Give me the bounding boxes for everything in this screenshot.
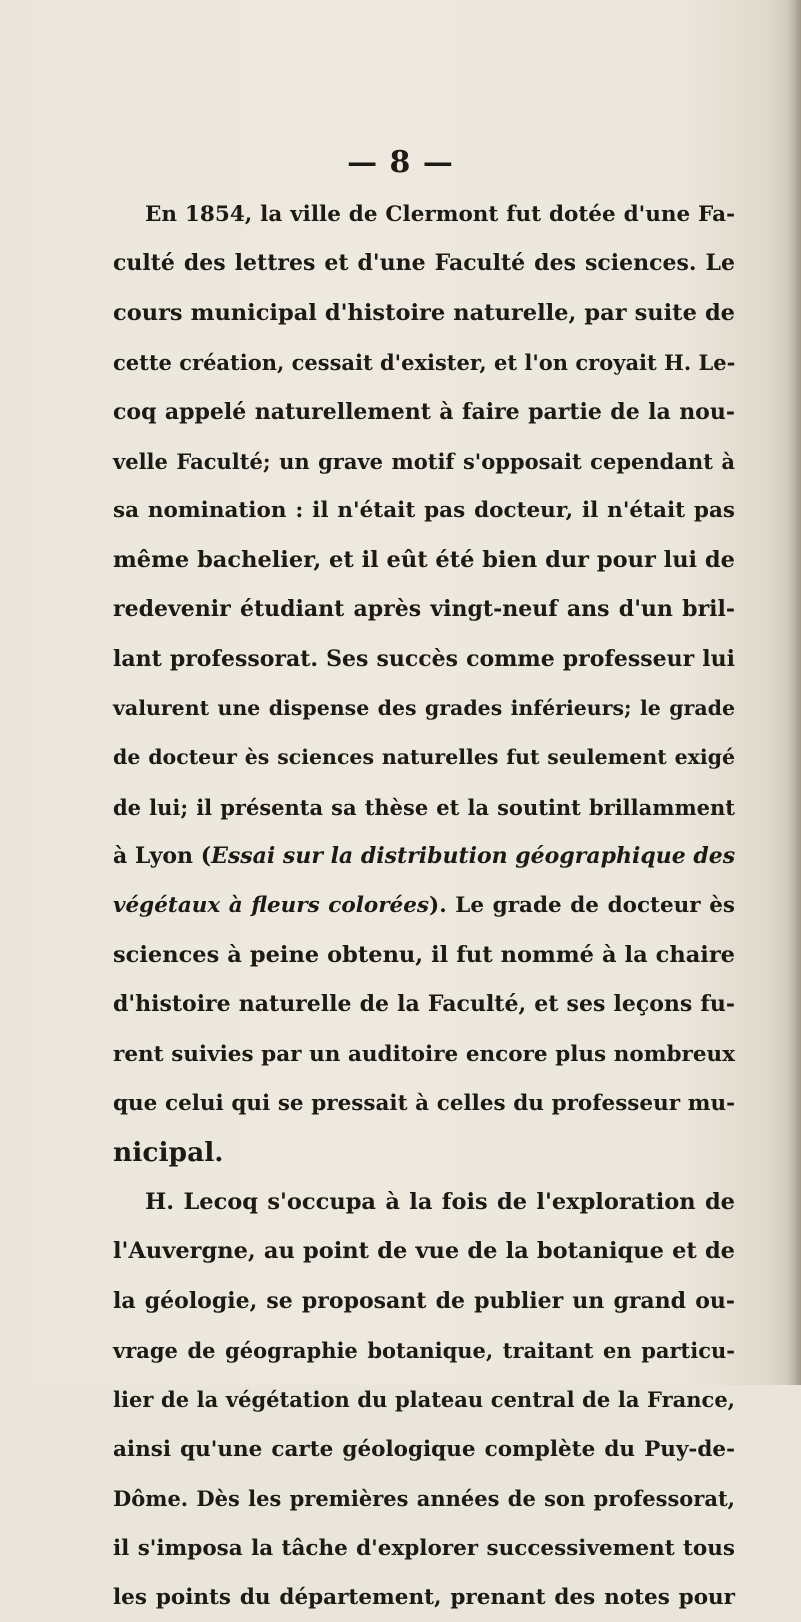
text-line: valurent une dispense des grades inférieurs; le grade (113, 695, 735, 720)
text-line: H. Lecoq s'occupa à la fois de l'exploration de (145, 1188, 735, 1215)
text-line: cette création, cessait d'exister, et l'on croyait H. Le- (113, 350, 736, 376)
text-line (113, 881, 735, 930)
text-line: rent suivies par un auditoire encore plus nombreux (113, 1041, 735, 1067)
text-line: de lui; il présenta sa thèse et la soutint brillamment (113, 794, 735, 820)
text-line: nicipal. (113, 1137, 224, 1169)
text-line: les points du département, prenant des notes pour (113, 1584, 735, 1610)
text-line: l'Auvergne, au point de vue de la botanique et de (113, 1238, 735, 1265)
text-segment: à Lyon ( (113, 843, 212, 870)
text-line: lier de la végétation du plateau central de la France, (113, 1387, 735, 1413)
text-line: sa nomination : il n'était pas docteur, il n'était pas (113, 498, 735, 524)
text-line: coq appelé naturellement à faire partie de la nou- (113, 398, 735, 425)
text-line: que celui qui se pressait à celles du professeur mu- (113, 1091, 735, 1117)
text-line (113, 832, 735, 881)
text-line: même bachelier, et il eût été bien dur pour lui de (113, 546, 735, 573)
text-line: ainsi qu'une carte géologique complète du Puy-de- (113, 1436, 735, 1462)
text-line: vrage de géographie botanique, traitant en particu- (113, 1337, 735, 1363)
text-line: culté des lettres et d'une Faculté des sciences. Le (113, 250, 735, 277)
text-line: velle Faculté; un grave motif s'opposait cependant à (113, 448, 735, 474)
text-line: d'histoire naturelle de la Faculté, et ses leçons fu- (113, 991, 735, 1018)
page-number: — 8 — (347, 145, 454, 180)
text-line: sciences à peine obtenu, il fut nommé à la chaire (113, 941, 735, 968)
text-segment: ). Le grade de docteur ès (429, 893, 735, 919)
thesis-title-continued: végétaux à fleurs colorées (113, 893, 430, 919)
text-line: En 1854, la ville de Clermont fut dotée d'une Fa- (145, 202, 735, 227)
text-line: lant professorat. Ses succès comme professeur lui (113, 645, 735, 672)
text-line: cours municipal d'histoire naturelle, par suite de (113, 299, 735, 326)
thesis-title: Essai sur la distribution géographique des (211, 843, 736, 870)
page-edge-shadow (787, 0, 801, 1385)
text-line: il s'imposa la tâche d'explorer successivement tous (113, 1535, 735, 1561)
text-line: redevenir étudiant après vingt-neuf ans d'un bril- (113, 596, 735, 623)
text-line: Dôme. Dès les premières années de son professorat, (113, 1486, 735, 1512)
text-line: de docteur ès sciences naturelles fut seulement exigé (113, 745, 735, 770)
text-line: la géologie, se proposant de publier un grand ou- (113, 1287, 735, 1314)
body-text (113, 190, 735, 1622)
